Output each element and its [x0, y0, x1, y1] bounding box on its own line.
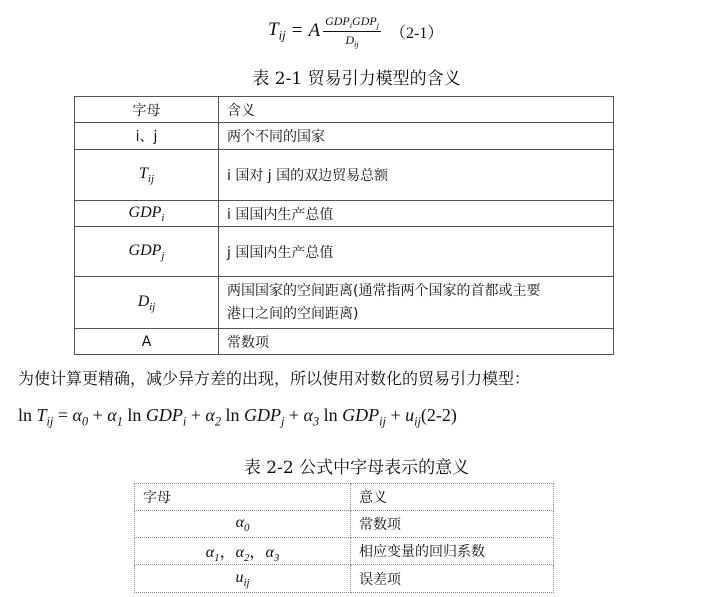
meaning-cell: i 国对 j 国的双边贸易总额 [219, 150, 614, 201]
equation-number: (2-2) [420, 405, 457, 425]
header-cell-meaning: 意义 [351, 484, 554, 511]
table-row [75, 123, 614, 150]
symbol-cell: $GDP_i$ [75, 201, 219, 227]
coefficient-a: A [308, 20, 321, 41]
table-2 [134, 483, 554, 593]
symbol-cell: $u_{ij}$ [135, 565, 351, 593]
numerator: $GDP_iGDP_j$ [325, 13, 379, 30]
table-row [135, 538, 554, 565]
equation-number: （2-1） [389, 24, 444, 42]
fraction [323, 14, 381, 49]
table-row [75, 150, 614, 201]
formula-lhs: $T_{ij}$ [268, 18, 286, 43]
meaning-cell: 两国国家的空间距离(通常指两个国家的首都或主要 港口之间的空间距离) [219, 277, 614, 329]
symbol-cell: $D_{ij}$ [75, 277, 219, 329]
table-row [135, 511, 554, 538]
table-1 [74, 96, 614, 355]
table-row [75, 329, 614, 355]
formula-2-1 [268, 6, 443, 56]
meaning-cell: 误差项 [351, 565, 554, 593]
symbol-cell: $\alpha_0$ [135, 511, 351, 538]
formula-2-2: $\ln T_{ij} = \alpha_0 + \alpha_1$ $\ln GDP_i + \alpha_2$ $\ln GDP_j + \alpha_3$ $\ln GDP_{ij} + u_{ij}(2-2)$ [18, 405, 457, 429]
meaning-cell: j 国国内生产总值 [219, 227, 614, 277]
meaning-cell: 常数项 [219, 329, 614, 355]
table-2-caption: 表 2-2 公式中字母表示的意义 [243, 458, 470, 478]
table-1-caption: 表 2-1 贸易引力模型的含义 [252, 69, 461, 89]
header-cell-symbol: 字母 [135, 484, 351, 511]
table-header-row [75, 97, 614, 123]
denominator: $D_{ij}$ [345, 32, 359, 49]
meaning-cell: 常数项 [351, 511, 554, 538]
symbol-cell: $\alpha_1$，$\alpha_2$，$\alpha_3$ [135, 538, 351, 565]
meaning-cell: i 国国内生产总值 [219, 201, 614, 227]
table-row [75, 201, 614, 227]
header-cell-symbol: 字母 [75, 97, 219, 123]
body-paragraph: 为使计算更精确，减少异方差的出现，所以使用对数化的贸易引力模型： [18, 369, 531, 388]
symbol-cell: A [75, 329, 219, 355]
symbol-cell: i、j [75, 123, 219, 150]
table-row [75, 277, 614, 329]
table-row [135, 565, 554, 593]
header-cell-meaning: 含义 [219, 97, 614, 123]
meaning-cell: 相应变量的回归系数 [351, 538, 554, 565]
table-row [75, 227, 614, 277]
equals-sign: = [291, 20, 303, 41]
meaning-cell: 两个不同的国家 [219, 123, 614, 150]
table-header-row [135, 484, 554, 511]
symbol-cell: $GDP_j$ [75, 227, 219, 277]
symbol-cell: $T_{ij}$ [75, 150, 219, 201]
